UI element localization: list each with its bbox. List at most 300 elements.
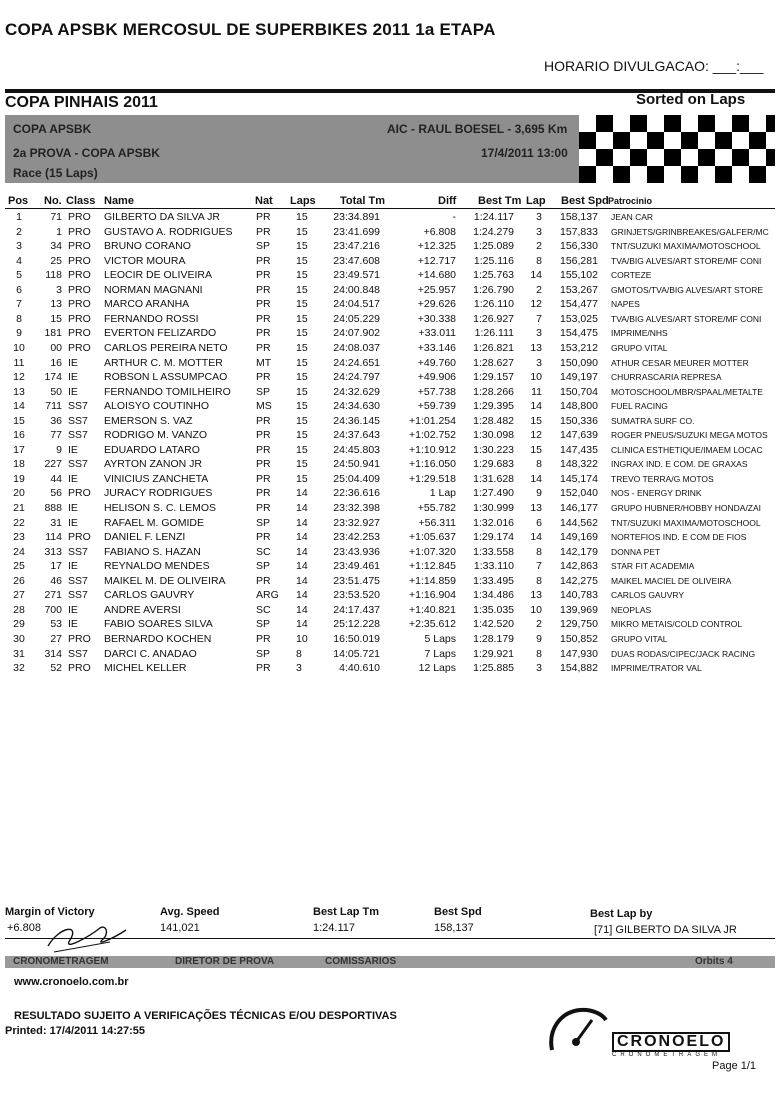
- cell-laps: 15: [296, 327, 308, 340]
- cell-laps: 15: [296, 269, 308, 282]
- cell-patro: GRUPO HUBNER/HOBBY HONDA/ZAI: [611, 503, 762, 513]
- cell-total: 24:05.229: [333, 312, 380, 325]
- cell-blap: 8: [536, 574, 542, 587]
- signature-icon: [40, 916, 130, 956]
- cell-no: 56: [50, 487, 62, 500]
- cell-total: 23:47.216: [333, 240, 380, 253]
- cell-patro: INGRAX IND. E COM. DE GRAXAS: [611, 459, 748, 470]
- col-header-pos: Pos: [8, 195, 29, 207]
- cell-blap: 14: [530, 400, 542, 413]
- cell-blap: 12: [530, 429, 542, 442]
- cell-no: 313: [44, 545, 62, 558]
- cell-laps: 15: [296, 240, 308, 253]
- cell-blap: 9: [536, 487, 542, 500]
- cell-no: 16: [50, 356, 62, 369]
- cell-patro: NORTEFIOS IND. E COM DE FIOS: [611, 532, 747, 543]
- cell-laps: 15: [296, 429, 308, 442]
- cell-best: 1:29.683: [473, 458, 514, 471]
- cell-blap: 7: [536, 312, 542, 325]
- table-row: [0, 546, 780, 560]
- cell-blap: 9: [536, 632, 542, 645]
- cell-laps: 15: [296, 443, 308, 456]
- cell-no: 181: [44, 327, 62, 340]
- cell-nat: SC: [256, 545, 271, 558]
- cell-name: FERNANDO TOMILHEIRO: [104, 385, 231, 398]
- cell-no: 227: [44, 458, 62, 471]
- cell-diff: +12.717: [417, 254, 456, 267]
- cell-best: 1:24.279: [473, 225, 514, 238]
- table-row: [0, 342, 780, 356]
- best-spd-label: Best Spd: [434, 906, 482, 918]
- cell-diff: +56.311: [418, 516, 456, 529]
- cell-class: SS7: [68, 647, 88, 660]
- cell-patro: IMPRIME/NHS: [611, 328, 668, 339]
- cell-pos: 7: [16, 298, 22, 311]
- cell-name: NORMAN MAGNANI: [104, 283, 203, 296]
- cell-bspd: 145,174: [560, 472, 598, 485]
- cell-class: IE: [68, 371, 78, 384]
- cell-laps: 14: [296, 487, 308, 500]
- cell-total: 23:53.520: [333, 589, 380, 602]
- cell-best: 1:29.921: [473, 647, 514, 660]
- cell-best: 1:25.089: [473, 240, 514, 253]
- table-row: [0, 371, 780, 385]
- cell-bspd: 150,852: [560, 632, 598, 645]
- cell-total: 24:50.941: [333, 458, 380, 471]
- cell-total: 24:24.651: [333, 356, 380, 369]
- cell-diff: +1:02.752: [408, 429, 456, 442]
- header-rule: [5, 208, 775, 209]
- cell-nat: SP: [256, 385, 271, 398]
- cell-blap: 14: [530, 531, 542, 544]
- cell-pos: 24: [13, 545, 25, 558]
- cell-class: PRO: [68, 298, 91, 311]
- cell-bspd: 154,477: [560, 298, 598, 311]
- cell-no: 17: [50, 560, 62, 573]
- cell-diff: +30.338: [417, 312, 456, 325]
- diretor-label: DIRETOR DE PROVA: [175, 956, 275, 967]
- cell-no: 711: [45, 400, 62, 413]
- cell-no: 44: [50, 472, 62, 485]
- cell-pos: 11: [13, 356, 25, 369]
- cell-best: 1:33.558: [473, 545, 514, 558]
- cell-diff: +14.680: [417, 269, 456, 282]
- cell-patro: TNT/SUZUKI MAXIMA/MOTOSCHOOL: [611, 241, 761, 252]
- cell-nat: PR: [256, 298, 271, 311]
- cell-total: 23:47.608: [333, 254, 380, 267]
- cell-blap: 3: [536, 662, 542, 675]
- copa-title: COPA PINHAIS 2011: [5, 94, 158, 111]
- cell-diff: +57.738: [417, 385, 456, 398]
- cell-pos: 13: [13, 385, 25, 398]
- cell-name: GUSTAVO A. RODRIGUES: [104, 225, 233, 238]
- cell-class: IE: [68, 560, 78, 573]
- cell-laps: 14: [296, 603, 308, 616]
- cell-pos: 17: [13, 443, 25, 456]
- page-number: Page 1/1: [712, 1060, 757, 1072]
- cell-best: 1:31.628: [473, 472, 514, 485]
- cell-laps: 15: [296, 356, 308, 369]
- cell-pos: 20: [13, 487, 25, 500]
- cell-nat: PR: [256, 458, 271, 471]
- cell-diff: +25.957: [417, 283, 456, 296]
- cell-no: 700: [44, 603, 62, 616]
- cell-diff: +2:35.612: [408, 618, 456, 631]
- table-row: [0, 327, 780, 341]
- cell-class: SS7: [68, 414, 88, 427]
- cell-no: 46: [50, 574, 62, 587]
- cell-no: 71: [50, 211, 62, 223]
- col-header-patrocinio: Patrocinio: [608, 196, 653, 206]
- cell-name: REYNALDO MENDES: [104, 560, 210, 573]
- cell-nat: SP: [256, 647, 271, 660]
- sorted-label: Sorted on Laps: [636, 91, 746, 108]
- cell-class: PRO: [68, 211, 91, 223]
- cell-name: CARLOS PEREIRA NETO: [104, 341, 228, 354]
- banner-race-type: Race (15 Laps): [13, 166, 98, 180]
- cell-bspd: 156,281: [560, 254, 598, 267]
- table-row: [0, 458, 780, 472]
- cell-patro: GRUPO VITAL: [611, 633, 668, 644]
- avg-speed-value: 141,021: [160, 922, 200, 934]
- cell-best: 1:29.174: [473, 531, 514, 544]
- cell-best: 1:28.179: [473, 632, 514, 645]
- cell-patro: JEAN CAR: [611, 212, 654, 222]
- cell-name: CARLOS GAUVRY: [104, 589, 195, 602]
- cell-no: 9: [56, 443, 62, 456]
- cell-pos: 19: [13, 472, 25, 485]
- table-row: [0, 517, 780, 531]
- cell-name: DANIEL F. LENZI: [104, 531, 186, 544]
- cell-nat: PR: [256, 283, 271, 296]
- table-row: [0, 400, 780, 414]
- cell-bspd: 154,882: [560, 662, 598, 675]
- footer-rule: [5, 938, 775, 939]
- cell-class: PRO: [68, 662, 91, 675]
- cell-no: 25: [50, 254, 62, 267]
- cell-name: LEOCIR DE OLIVEIRA: [104, 269, 212, 282]
- cell-best: 1:30.098: [473, 429, 514, 442]
- cell-patro: STAR FIT ACADEMIA: [611, 561, 695, 572]
- cell-name: EVERTON FELIZARDO: [104, 327, 217, 340]
- cell-nat: PR: [256, 341, 271, 354]
- col-header-no: No.: [44, 195, 62, 207]
- cell-diff: +49.906: [417, 371, 456, 384]
- cell-class: IE: [68, 603, 78, 616]
- cell-patro: MOTOSCHOOL/MBR/SPAAL/METALTE: [611, 386, 763, 397]
- cell-blap: 7: [536, 560, 542, 573]
- cell-pos: 22: [13, 516, 25, 529]
- cell-class: PRO: [68, 341, 91, 354]
- cell-nat: PR: [256, 254, 271, 267]
- cell-pos: 26: [13, 574, 25, 587]
- table-row: [0, 226, 780, 240]
- cell-laps: 8: [296, 647, 302, 660]
- cell-class: PRO: [68, 225, 91, 238]
- cell-patro: TNT/SUZUKI MAXIMA/MOTOSCHOOL: [611, 517, 761, 528]
- cell-bspd: 142,275: [560, 574, 598, 587]
- avg-speed-label: Avg. Speed: [160, 906, 220, 918]
- cell-total: 25:04.409: [333, 472, 380, 485]
- cell-name: VINICIUS ZANCHETA: [104, 472, 209, 485]
- cell-nat: MS: [256, 400, 272, 413]
- cell-laps: 10: [296, 632, 308, 645]
- cell-nat: PR: [256, 225, 271, 238]
- cell-name: JURACY RODRIGUES: [104, 487, 213, 500]
- table-row: [0, 386, 780, 400]
- printed-timestamp: Printed: 17/4/2011 14:27:55: [5, 1025, 146, 1037]
- cell-class: PRO: [68, 487, 91, 500]
- cell-name: MARCO ARANHA: [104, 298, 190, 311]
- cell-bspd: 153,212: [560, 341, 598, 354]
- cell-total: 24:24.797: [333, 371, 380, 384]
- cell-name: RAFAEL M. GOMIDE: [104, 516, 204, 529]
- cell-nat: PR: [256, 502, 271, 514]
- cell-pos: 28: [13, 603, 25, 616]
- cell-laps: 3: [296, 662, 302, 675]
- table-row: [0, 429, 780, 443]
- checkered-flag-pattern: [579, 115, 775, 183]
- table-row: [0, 618, 780, 632]
- col-header-nat: Nat: [255, 195, 273, 207]
- cell-total: 24:08.037: [333, 341, 380, 354]
- cell-class: PRO: [68, 531, 91, 544]
- cell-nat: SP: [256, 240, 271, 253]
- cell-best: 1:28.266: [473, 385, 514, 398]
- cell-no: 118: [45, 269, 62, 282]
- cell-no: 888: [44, 502, 62, 514]
- cell-best: 1:30.223: [473, 443, 514, 456]
- cell-class: PRO: [68, 240, 91, 253]
- cell-name: FABIANO S. HAZAN: [104, 545, 201, 558]
- cell-pos: 27: [13, 589, 25, 602]
- cell-total: 25:12.228: [333, 618, 380, 631]
- cell-name: DARCI C. ANADAO: [104, 647, 197, 660]
- cell-diff: +1:07.320: [408, 545, 456, 558]
- cell-best: 1:32.016: [473, 516, 514, 529]
- cell-blap: 14: [530, 269, 542, 282]
- cell-laps: 14: [296, 560, 308, 573]
- cell-pos: 16: [13, 429, 25, 442]
- cell-laps: 15: [296, 211, 308, 223]
- cell-no: 1: [56, 225, 62, 238]
- cell-no: 15: [50, 312, 62, 325]
- cronoelo-logo-text: CRONOELO: [612, 1032, 730, 1052]
- cell-laps: 15: [296, 298, 308, 311]
- cell-name: AYRTON ZANON JR: [104, 458, 203, 471]
- cell-best: 1:24.117: [473, 211, 514, 223]
- cell-class: IE: [68, 502, 78, 514]
- cell-pos: 8: [16, 312, 22, 325]
- col-header-total: Total Tm: [340, 195, 386, 207]
- cell-total: 14:05.721: [333, 647, 380, 660]
- cell-nat: PR: [256, 269, 271, 282]
- cell-bspd: 140,783: [560, 589, 598, 602]
- cell-best: 1:28.482: [473, 414, 514, 427]
- cell-laps: 15: [296, 458, 308, 471]
- cell-total: 23:32.398: [333, 502, 380, 514]
- cell-no: 77: [50, 429, 62, 442]
- cell-class: SS7: [68, 589, 88, 602]
- cell-class: PRO: [68, 283, 91, 296]
- cell-class: PRO: [68, 327, 91, 340]
- cell-diff: +49.760: [417, 356, 456, 369]
- cell-total: 24:00.848: [333, 283, 380, 296]
- table-row: [0, 502, 780, 516]
- cell-name: MICHEL KELLER: [104, 662, 187, 675]
- cell-total: 4:40.610: [339, 662, 380, 675]
- cell-nat: PR: [256, 574, 271, 587]
- cell-laps: 15: [296, 254, 308, 267]
- cell-name: ROBSON L ASSUMPCAO: [104, 371, 228, 384]
- cell-bspd: 148,800: [560, 400, 598, 413]
- cell-total: 24:45.803: [333, 443, 380, 456]
- col-header-diff: Diff: [438, 195, 457, 207]
- cell-patro: ROGER PNEUS/SUZUKI MEGA MOTOS: [611, 430, 768, 441]
- cell-class: PRO: [68, 254, 91, 267]
- cell-total: 23:49.571: [333, 269, 380, 282]
- cell-class: IE: [68, 443, 78, 456]
- cell-pos: 10: [13, 341, 25, 354]
- cell-nat: SP: [256, 618, 271, 631]
- cell-bspd: 142,863: [560, 560, 598, 573]
- cell-diff: +1:05.637: [408, 531, 456, 544]
- cell-laps: 14: [296, 531, 308, 544]
- cell-total: 23:51.475: [333, 574, 380, 587]
- cell-no: 174: [44, 371, 62, 384]
- cell-total: 24:07.902: [333, 327, 380, 340]
- cell-name: ANDRE AVERSI: [104, 603, 181, 616]
- cell-diff: +12.325: [417, 240, 456, 253]
- cell-total: 23:34.891: [333, 211, 380, 223]
- cell-patro: NEOPLAS: [611, 604, 652, 615]
- cell-bspd: 149,169: [560, 531, 598, 544]
- cell-diff: +59.739: [417, 400, 456, 413]
- cell-class: PRO: [68, 632, 91, 645]
- table-row: [0, 444, 780, 458]
- cell-pos: 29: [13, 618, 25, 631]
- cell-total: 22:36.616: [333, 487, 380, 500]
- table-row: [0, 284, 780, 298]
- best-lap-value: 1:24.117: [313, 922, 356, 934]
- cell-best: 1:26.821: [473, 341, 514, 354]
- cell-diff: +1:16.904: [408, 589, 456, 602]
- table-row: [0, 487, 780, 501]
- cell-blap: 2: [536, 240, 542, 253]
- best-lap-label: Best Lap Tm: [313, 906, 380, 918]
- cell-pos: 18: [13, 458, 25, 471]
- cell-class: SS7: [68, 574, 88, 587]
- cell-patro: TVA/BIG ALVES/ART STORE/MF CONI: [611, 313, 762, 324]
- cell-class: IE: [68, 618, 78, 631]
- cell-bspd: 156,330: [560, 240, 598, 253]
- cell-bspd: 147,435: [560, 443, 598, 456]
- cell-nat: PR: [256, 429, 271, 442]
- cell-blap: 15: [530, 443, 542, 456]
- cell-laps: 15: [296, 341, 308, 354]
- table-row: [0, 575, 780, 589]
- cell-pos: 6: [16, 283, 22, 296]
- horario-divulgacao: HORARIO DIVULGACAO: ___:___: [544, 58, 764, 74]
- cell-name: ARTHUR C. M. MOTTER: [104, 356, 223, 369]
- cell-nat: PR: [256, 487, 271, 500]
- cell-best: 1:33.495: [473, 574, 514, 587]
- cell-bspd: 144,562: [560, 516, 598, 529]
- cell-diff: 12 Laps: [418, 662, 456, 675]
- cell-patro: FUEL RACING: [611, 401, 668, 412]
- cell-nat: PR: [256, 312, 271, 325]
- cell-blap: 12: [530, 298, 542, 311]
- cell-no: 52: [50, 662, 62, 675]
- cell-blap: 3: [536, 327, 542, 340]
- cell-pos: 1: [16, 211, 22, 223]
- cell-laps: 15: [296, 283, 308, 296]
- cell-blap: 15: [530, 414, 542, 427]
- cell-patro: CLINICA ESTHETIQUE/IMAEM LOCAC: [611, 444, 763, 455]
- cell-total: 24:36.145: [333, 414, 380, 427]
- cell-class: IE: [68, 356, 78, 369]
- cell-laps: 14: [296, 574, 308, 587]
- cell-total: 24:32.629: [333, 385, 380, 398]
- cell-blap: 2: [536, 283, 542, 296]
- cell-patro: DONNA PET: [611, 546, 661, 557]
- cell-bspd: 150,336: [560, 414, 598, 427]
- cell-class: PRO: [68, 312, 91, 325]
- table-row: [0, 604, 780, 618]
- cell-best: 1:35.035: [473, 603, 514, 616]
- cell-no: 50: [50, 385, 62, 398]
- cell-patro: IMPRIME/TRATOR VAL: [611, 663, 702, 674]
- cell-patro: SUMATRA SURF CO.: [611, 415, 695, 426]
- cell-nat: PR: [256, 371, 271, 384]
- col-header-best-spd: Best Spd: [561, 195, 609, 207]
- banner-date: 17/4/2011 13:00: [481, 146, 568, 160]
- cell-patro: CARLOS GAUVRY: [611, 590, 685, 601]
- cell-best: 1:26.111: [474, 327, 514, 340]
- race-banner: [5, 115, 775, 183]
- main-title: COPA APSBK MERCOSUL DE SUPERBIKES 2011 1a ETAPA: [5, 20, 496, 39]
- cell-total: 23:41.699: [333, 225, 380, 238]
- cell-blap: 2: [536, 618, 542, 631]
- cell-patro: GRUPO VITAL: [611, 342, 668, 353]
- cell-no: 271: [44, 589, 62, 602]
- cell-diff: +6.808: [423, 225, 456, 238]
- cell-total: 23:49.461: [333, 560, 380, 573]
- cell-no: 3: [56, 283, 62, 296]
- cell-pos: 23: [13, 531, 25, 544]
- cell-best: 1:26.927: [473, 312, 514, 325]
- cell-best: 1:26.110: [473, 298, 514, 311]
- banner-track: AIC - RAUL BOESEL - 3,695 Km: [387, 122, 568, 136]
- cell-no: 114: [45, 531, 62, 544]
- cell-name: MAIKEL M. DE OLIVEIRA: [104, 574, 226, 587]
- cell-pos: 4: [16, 254, 22, 267]
- cell-name: BERNARDO KOCHEN: [104, 632, 212, 645]
- col-header-lap: Lap: [526, 195, 546, 207]
- cell-total: 23:42.253: [333, 531, 380, 544]
- cell-best: 1:42.520: [473, 618, 514, 631]
- cell-best: 1:34.486: [473, 589, 514, 602]
- cell-patro: MAIKEL MACIEL DE OLIVEIRA: [611, 575, 732, 586]
- cell-total: 24:37.643: [333, 429, 380, 442]
- margin-value: +6.808: [7, 922, 41, 934]
- cell-best: 1:28.627: [473, 356, 514, 369]
- table-row: [0, 473, 780, 487]
- cell-name: BRUNO CORANO: [104, 240, 191, 253]
- footer-signatures-bar: [5, 956, 775, 968]
- cell-bspd: 158,137: [560, 211, 598, 223]
- cell-bspd: 150,090: [560, 356, 598, 369]
